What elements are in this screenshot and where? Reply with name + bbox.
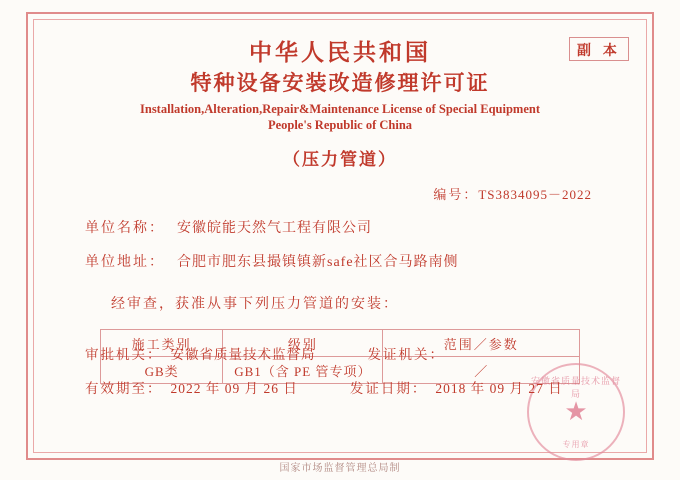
company-name-value: 安徽皖能天然气工程有限公司 [177,221,372,236]
cell-level: GB1（含 PE 管专项） [223,357,383,384]
cell-construction-category: GB类 [101,357,223,384]
seal-star-icon: ★ [564,397,588,426]
valid-until-value: 2022 年 09 月 26 日 [170,381,298,396]
certificate-number-value: TS3834095－2022 [478,187,592,202]
certificate-number [33,184,647,203]
field-company-name [33,217,647,237]
document-content [33,19,647,453]
duplicate-copy-badge: 副 本 [569,37,629,61]
footer-row-dates [33,377,647,397]
header-level: 级别 [223,330,383,357]
title-block [33,19,647,170]
approval-statement: 经审查，获准从事下列压力管道的安装： [111,297,399,312]
license-subtitle: （压力管道） [283,150,397,169]
company-address-label: 单位地址： [85,255,165,270]
issue-date [350,377,563,397]
footer-row-authority [33,343,647,363]
license-title-en-line2: People's Republic of China [267,118,413,132]
footer-block [33,343,647,411]
approval-authority-label: 审批机关： [85,347,163,362]
issuing-body-note: 国家市场监督管理总局制 [279,463,401,474]
issuing-authority-label: 发证机关： [367,347,445,362]
seal-top-text: 安徽省质量技术监督局 [530,376,621,399]
company-name-label: 单位名称： [85,221,165,236]
field-company-address [33,251,647,271]
issuing-authority [368,343,454,363]
approval-authority-value: 安徽省质量技术监督局 [170,347,316,362]
header-construction-category: 施工类别 [101,330,223,357]
seal-bottom-text: 专用章 [562,440,590,449]
cell-scope-parameters: ／ [383,357,580,384]
valid-until-label: 有效期至： [85,381,163,396]
certificate-number-label: 编号： [433,187,479,202]
license-title-cn: 特种设备安装改造修理许可证 [190,71,490,95]
issue-date-value: 2018 年 09 月 27 日 [435,381,563,396]
issue-date-label: 发证日期： [349,381,428,396]
company-address-value: 合肥市肥东县撮镇镇新safe社区合马路南侧 [177,255,459,270]
header-scope-parameters: 范围／参数 [383,330,580,357]
license-title-en-line1: Installation,Alteration,Repair&Maintenance License of Special Equipment [140,102,540,116]
country-title: 中华人民共和国 [249,40,431,65]
approval-authority [85,343,316,363]
valid-until [85,377,298,397]
